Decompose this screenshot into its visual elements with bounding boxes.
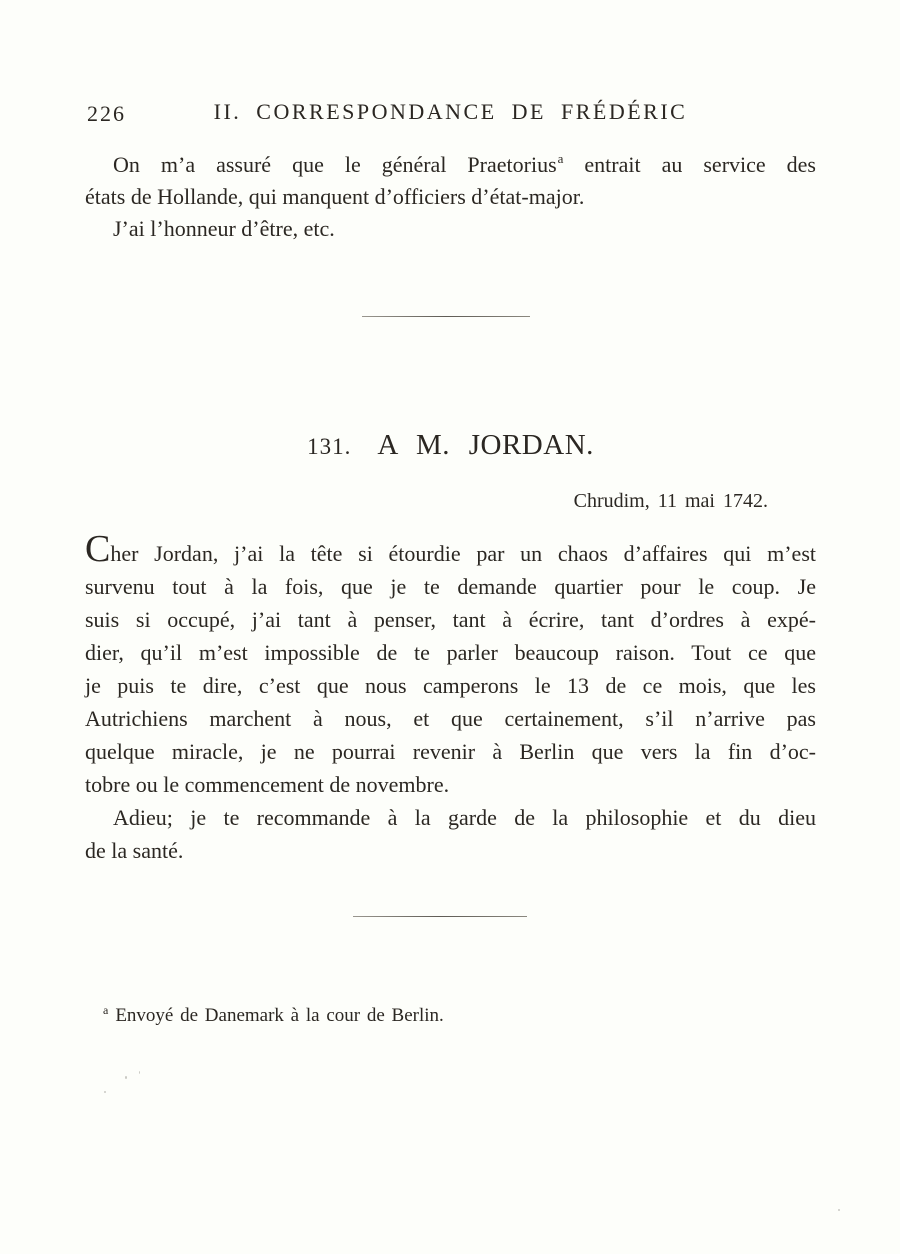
scan-speck: [838, 1209, 840, 1211]
letter-number: 131.: [307, 434, 352, 459]
footnote-divider: [353, 916, 527, 917]
text-fragment: entrait au service des: [584, 152, 816, 177]
footnote-marker: a: [103, 1002, 109, 1017]
text-line: Autrichiens marchent à nous, et que certainement, s’il n’arrive pas: [85, 706, 816, 731]
page-header: [85, 99, 816, 129]
text-fragment: her Jordan, j’ai la tête si étourdie par un chaos d’affaires qui m’est: [110, 541, 816, 566]
text-line: Adieu; je te recommande à la garde de la philosophie et du dieu: [113, 805, 816, 830]
text-line: [85, 528, 816, 570]
text-fragment: On m’a assuré que le général Praetorius: [113, 152, 557, 177]
text-line: survenu tout à la fois, que je te demande quartier pour le coup. Je: [85, 574, 816, 599]
page-number: 226: [87, 101, 126, 126]
footnote: [103, 1002, 444, 1027]
text-line: tobre ou le commencement de novembre.: [85, 772, 450, 797]
scan-speck: [125, 1076, 127, 1079]
text-line: suis si occupé, j’ai tant à penser, tant à écrire, tant d’ordres à expé-: [85, 607, 816, 632]
running-header-title: II. CORRESPONDANCE DE FRÉDÉRIC: [213, 99, 688, 124]
text-line: états de Hollande, qui manquent d’officiers d’état-major.: [85, 184, 585, 209]
closing-formula: J’ai l’honneur d’être, etc.: [113, 216, 335, 241]
text-line: je puis te dire, c’est que nous camperons le 13 de ce mois, que les: [85, 673, 816, 698]
footnote-marker: a: [557, 150, 564, 166]
text-line: quelque miracle, je ne pourrai revenir à Berlin que vers la fin d’oc-: [85, 739, 816, 764]
text-line: de la santé.: [85, 838, 184, 863]
previous-letter-ending: [85, 149, 816, 245]
scan-speck: [139, 1071, 140, 1074]
scan-speck: [104, 1091, 106, 1093]
letter-heading: [85, 429, 816, 462]
dateline: Chrudim, 11 mai 1742.: [573, 490, 768, 512]
letter-body: [85, 528, 816, 867]
text-line: dier, qu’il m’est impossible de te parler beaucoup raison. Tout ce que: [85, 640, 816, 665]
footnote-text: Envoyé de Danemark à la cour de Berlin.: [115, 1005, 444, 1026]
raised-initial: C: [85, 528, 111, 570]
section-divider: [362, 316, 530, 317]
letter-title: A M. JORDAN.: [377, 429, 594, 461]
text-line: [85, 149, 816, 181]
